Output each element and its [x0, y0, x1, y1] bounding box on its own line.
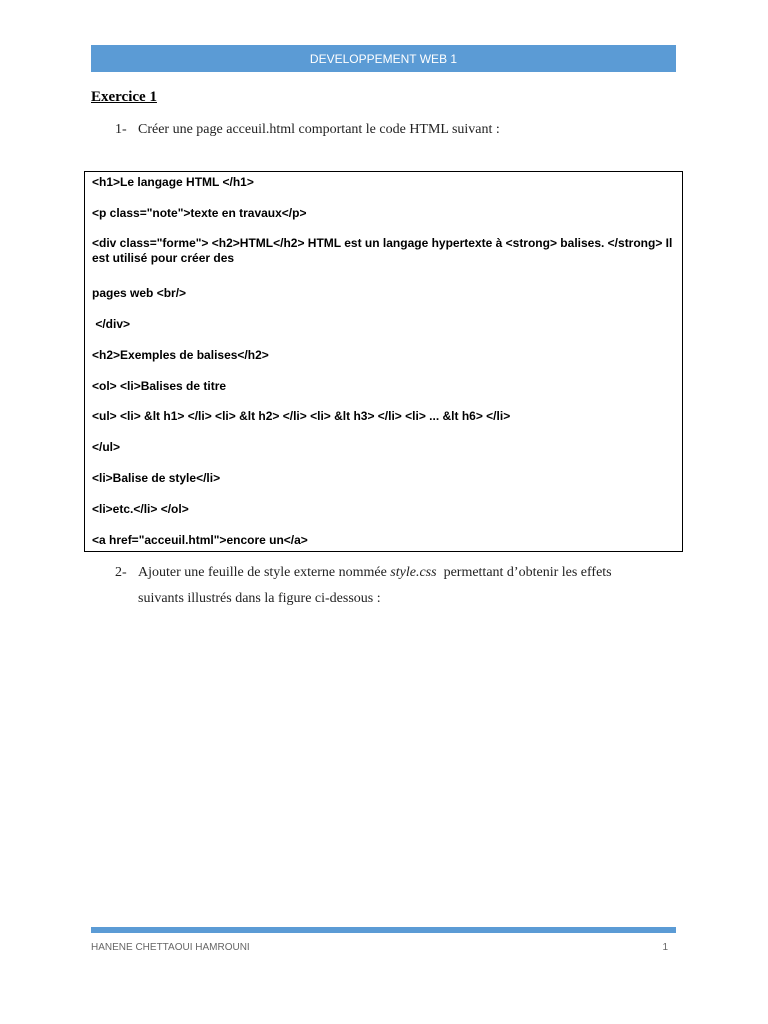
- footer-author: HANENE CHETTAOUI HAMROUNI: [91, 942, 250, 953]
- page-header: [91, 45, 676, 72]
- stylesheet-filename: style.css: [390, 565, 437, 580]
- code-line: <p class="note">texte en travaux</p>: [92, 206, 307, 220]
- step-number: 2-: [115, 565, 127, 580]
- code-line: </ul>: [92, 440, 121, 454]
- code-line: <h1>Le langage HTML </h1>: [92, 175, 254, 189]
- step-text: permettant d’obtenir les effets: [436, 565, 612, 580]
- page-number: 1: [662, 942, 668, 953]
- exercise-title: Exercice 1: [91, 89, 157, 105]
- header-title: DEVELOPPEMENT WEB 1: [309, 51, 458, 66]
- code-line: pages web <br/>: [92, 286, 187, 300]
- code-line: <ul> <li> &lt h1> </li> <li> &lt h2> </li> <li> &lt h3> </li> <li> ... &lt h6> </li>: [92, 409, 511, 423]
- code-line: </div>: [92, 317, 131, 331]
- code-line: <ol> <li>Balises de titre: [92, 379, 227, 393]
- code-line: <h2>Exemples de balises</h2>: [92, 348, 269, 362]
- step-text: Créer une page acceuil.html comportant le code HTML suivant :: [138, 122, 500, 137]
- step-number: 1-: [115, 122, 127, 137]
- code-line: <li>etc.</li> </ol>: [92, 502, 189, 516]
- step-text-continued: suivants illustrés dans la figure ci-dessous :: [138, 591, 381, 606]
- code-line: <li>Balise de style</li>: [92, 471, 221, 485]
- step-text: Ajouter une feuille de style externe nommée: [138, 565, 391, 580]
- step-1: [115, 117, 675, 143]
- step-2: [115, 560, 675, 612]
- code-listing: [84, 171, 683, 552]
- code-line: <a href="acceuil.html">encore un</a>: [92, 533, 308, 547]
- code-line: <div class="forme"> <h2>HTML</h2> HTML est un langage hypertexte à <strong> balises. </strong> Il est utilisé pour créer des: [92, 236, 673, 265]
- footer-rule: [91, 927, 676, 933]
